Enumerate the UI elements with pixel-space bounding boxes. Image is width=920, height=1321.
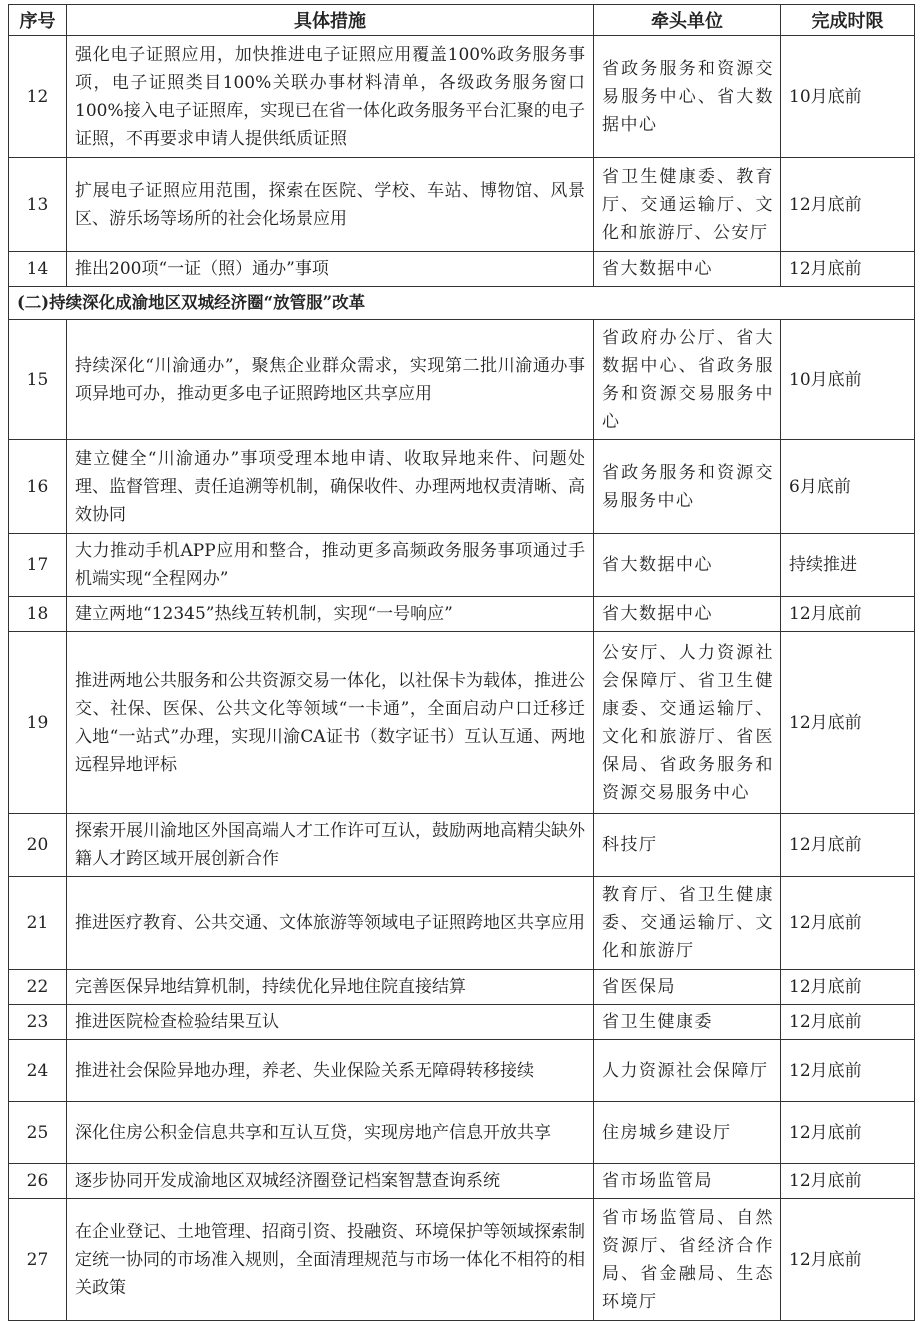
- table-body-top: [9, 36, 915, 287]
- row-measure: 大力推动手机APP应用和整合，推动更多高频政务服务事项通过手机端实现“全程网办”: [67, 534, 594, 597]
- row-measure: 探索开展川渝地区外国高端人才工作许可互认，鼓励两地高精尖缺外籍人才跨区域开展创新合作: [67, 814, 594, 877]
- row-measure: 建立两地“12345”热线互转机制，实现“一号响应”: [67, 597, 594, 632]
- row-deadline: 12月底前: [781, 1164, 915, 1199]
- table-row: [9, 632, 915, 814]
- row-deadline: 持续推进: [781, 534, 915, 597]
- row-lead-unit: 住房城乡建设厅: [594, 1102, 781, 1164]
- row-lead-unit: 省大数据中心: [594, 252, 781, 287]
- table-row: [9, 320, 915, 440]
- table-row: [9, 252, 915, 287]
- row-number: 19: [9, 632, 67, 814]
- row-number: 14: [9, 252, 67, 287]
- table-row: [9, 1199, 915, 1321]
- row-number: 16: [9, 440, 67, 534]
- row-lead-unit: 省政务服务和资源交易服务中心、省大数据中心: [594, 36, 781, 158]
- row-deadline: 12月底前: [781, 597, 915, 632]
- measures-table: [8, 4, 915, 1321]
- row-deadline: 12月底前: [781, 1199, 915, 1321]
- row-deadline: 12月底前: [781, 1005, 915, 1040]
- row-lead-unit: 人力资源社会保障厅: [594, 1040, 781, 1102]
- row-deadline: 12月底前: [781, 252, 915, 287]
- header-deadline: 完成时限: [781, 5, 915, 36]
- header-lead-unit: 牵头单位: [594, 5, 781, 36]
- header-row: [9, 5, 915, 36]
- table-row: [9, 36, 915, 158]
- row-lead-unit: 公安厅、人力资源社会保障厅、省卫生健康委、交通运输厅、文化和旅游厅、省医保局、省政务服务和资源交易服务中心: [594, 632, 781, 814]
- row-lead-unit: 教育厅、省卫生健康委、交通运输厅、文化和旅游厅: [594, 877, 781, 970]
- row-deadline: 12月底前: [781, 632, 915, 814]
- table-row: [9, 1005, 915, 1040]
- row-measure: 推出200项“一证（照）通办”事项: [67, 252, 594, 287]
- table-row: [9, 1040, 915, 1102]
- row-number: 20: [9, 814, 67, 877]
- row-number: 24: [9, 1040, 67, 1102]
- row-number: 26: [9, 1164, 67, 1199]
- row-lead-unit: 省卫生健康委、教育厅、交通运输厅、文化和旅游厅、公安厅: [594, 158, 781, 252]
- row-lead-unit: 省市场监管局、自然资源厅、省经济合作局、省金融局、生态环境厅: [594, 1199, 781, 1321]
- row-deadline: 6月底前: [781, 440, 915, 534]
- row-number: 15: [9, 320, 67, 440]
- row-number: 23: [9, 1005, 67, 1040]
- row-measure: 建立健全“川渝通办”事项受理本地申请、收取异地来件、问题处理、监督管理、责任追溯等机制，确保收件、办理两地权责清晰、高效协同: [67, 440, 594, 534]
- row-lead-unit: 省卫生健康委: [594, 1005, 781, 1040]
- row-measure: 推进医院检查检验结果互认: [67, 1005, 594, 1040]
- section-row: [9, 287, 915, 320]
- row-deadline: 12月底前: [781, 1102, 915, 1164]
- row-number: 13: [9, 158, 67, 252]
- row-measure: 推进医疗教育、公共交通、文体旅游等领域电子证照跨地区共享应用: [67, 877, 594, 970]
- row-deadline: 12月底前: [781, 158, 915, 252]
- row-lead-unit: 省大数据中心: [594, 534, 781, 597]
- row-lead-unit: 省政务服务和资源交易服务中心: [594, 440, 781, 534]
- row-number: 25: [9, 1102, 67, 1164]
- row-number: 17: [9, 534, 67, 597]
- section-block: [9, 287, 915, 320]
- row-measure: 强化电子证照应用，加快推进电子证照应用覆盖100%政务服务事项，电子证照类目100%关联办事材料清单，各级政务服务窗口100%接入电子证照库，实现已在省一体化政务服务平台汇聚的电子证照，不再要求申请人提供纸质证照: [67, 36, 594, 158]
- row-lead-unit: 省市场监管局: [594, 1164, 781, 1199]
- table-row: [9, 440, 915, 534]
- row-number: 18: [9, 597, 67, 632]
- row-measure: 在企业登记、土地管理、招商引资、投融资、环境保护等领域探索制定统一协同的市场准入规则，全面清理规范与市场一体化不相符的相关政策: [67, 1199, 594, 1321]
- row-lead-unit: 省大数据中心: [594, 597, 781, 632]
- row-deadline: 12月底前: [781, 1040, 915, 1102]
- row-measure: 深化住房公积金信息共享和互认互贷，实现房地产信息开放共享: [67, 1102, 594, 1164]
- row-measure: 扩展电子证照应用范围，探索在医院、学校、车站、博物馆、风景区、游乐场等场所的社会化场景应用: [67, 158, 594, 252]
- row-deadline: 12月底前: [781, 970, 915, 1005]
- row-measure: 完善医保异地结算机制，持续优化异地住院直接结算: [67, 970, 594, 1005]
- table-row: [9, 877, 915, 970]
- row-deadline: 12月底前: [781, 877, 915, 970]
- row-number: 12: [9, 36, 67, 158]
- table-row: [9, 1102, 915, 1164]
- table-body-main: [9, 320, 915, 1321]
- table-row: [9, 814, 915, 877]
- row-lead-unit: 省政府办公厅、省大数据中心、省政务服务和资源交易服务中心: [594, 320, 781, 440]
- table-row: [9, 1164, 915, 1199]
- header-number: 序号: [9, 5, 67, 36]
- row-deadline: 10月底前: [781, 320, 915, 440]
- row-deadline: 12月底前: [781, 814, 915, 877]
- row-deadline: 10月底前: [781, 36, 915, 158]
- row-lead-unit: 科技厅: [594, 814, 781, 877]
- row-measure: 持续深化“川渝通办”，聚焦企业群众需求，实现第二批川渝通办事项异地可办，推动更多电子证照跨地区共享应用: [67, 320, 594, 440]
- header-measures: 具体措施: [67, 5, 594, 36]
- table-row: [9, 158, 915, 252]
- row-number: 27: [9, 1199, 67, 1321]
- table-row: [9, 534, 915, 597]
- row-measure: 逐步协同开发成渝地区双城经济圈登记档案智慧查询系统: [67, 1164, 594, 1199]
- row-measure: 推进两地公共服务和公共资源交易一体化，以社保卡为载体，推进公交、社保、医保、公共文化等领域“一卡通”，全面启动户口迁移迁入地“一站式”办理，实现川渝CA证书（数字证书）互认互通、两地远程异地评标: [67, 632, 594, 814]
- table-row: [9, 970, 915, 1005]
- row-measure: 推进社会保险异地办理，养老、失业保险关系无障碍转移接续: [67, 1040, 594, 1102]
- row-lead-unit: 省医保局: [594, 970, 781, 1005]
- row-number: 22: [9, 970, 67, 1005]
- row-number: 21: [9, 877, 67, 970]
- table-row: [9, 597, 915, 632]
- section-title: (二)持续深化成渝地区双城经济圈“放管服”改革: [9, 287, 915, 320]
